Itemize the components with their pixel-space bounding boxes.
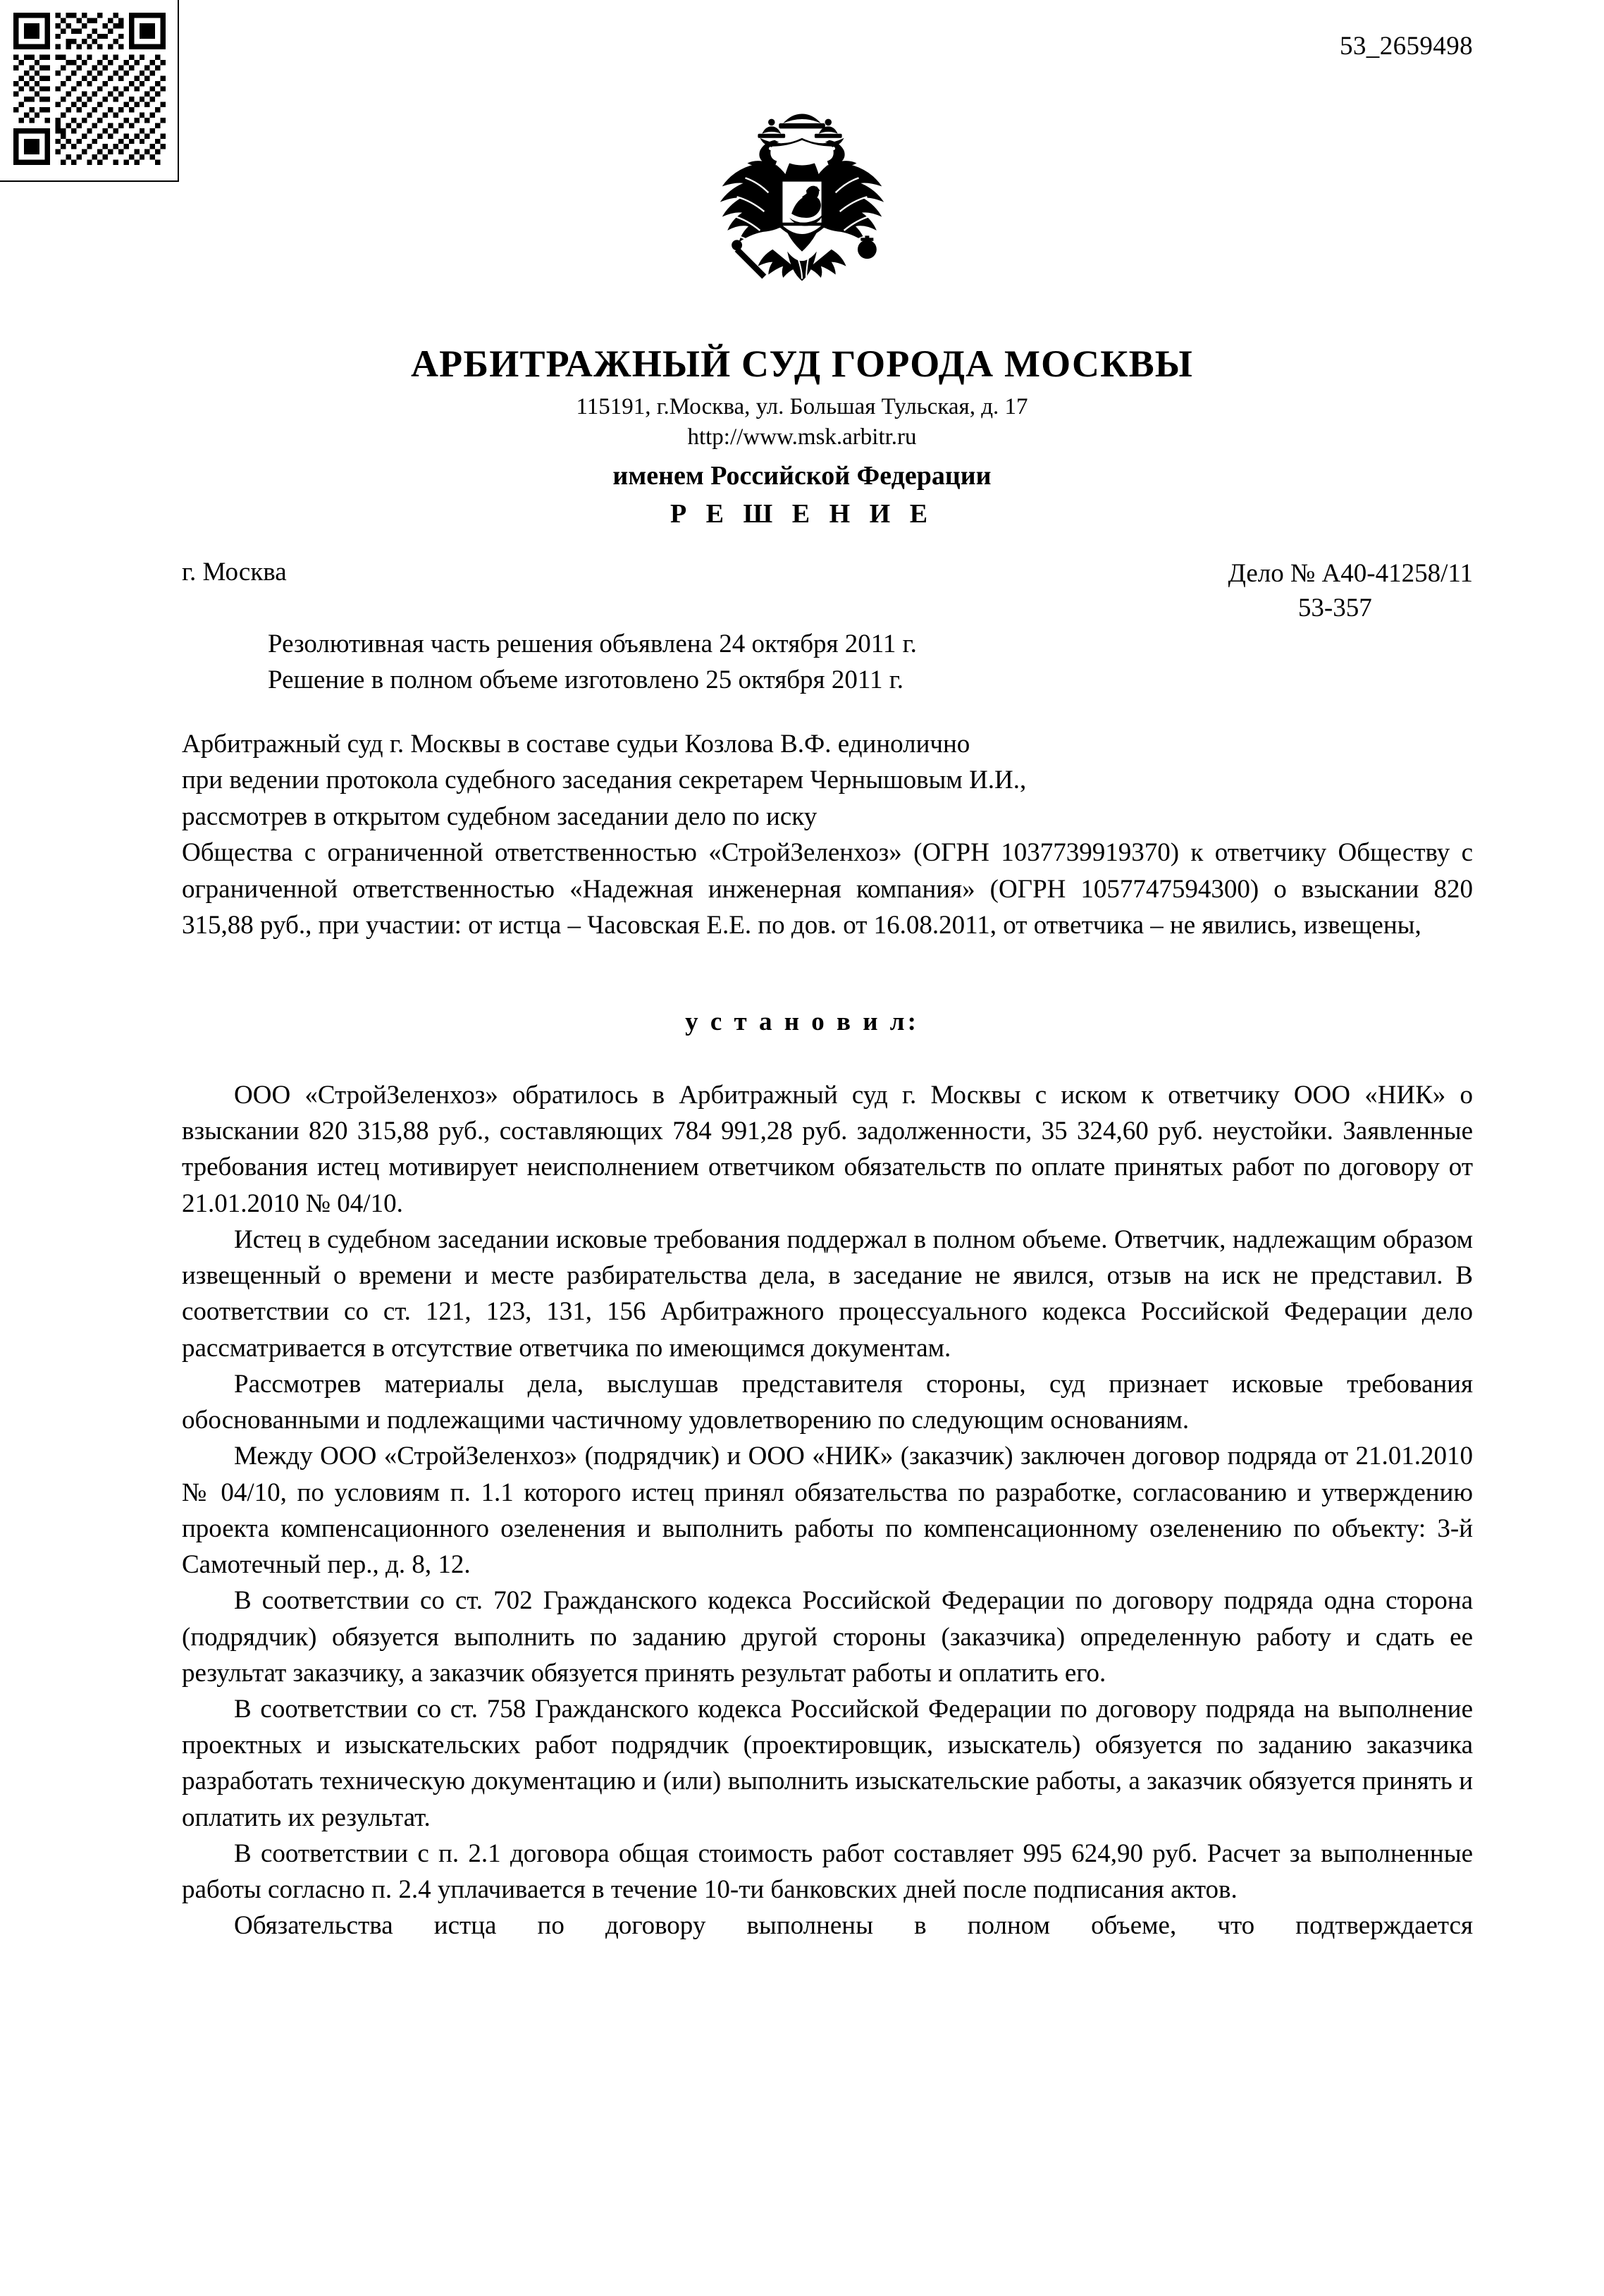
body-paragraph: В соответствии со ст. 702 Гражданского кодекса Российской Федерации по договору подряда одна сторона (подрядчик) обязуется выполнить по заданию другой стороны (заказчика) определенную работу и сдать ее результат заказчику, а заказчик обязуется принять результат работы и оплатить его. bbox=[182, 1586, 1473, 1688]
ustanovil-heading: у с т а н о в и л: bbox=[685, 1007, 919, 1036]
body-paragraph: Между ООО «СтройЗеленхоз» (подрядчик) и ООО «НИК» (заказчик) заключен договор подряда от 21.01.2010 № 04/10, по условиям п. 1.1 которого истец принял обязательства по разработке, согласованию и утверждению проекта компенсационного озеленения и выполнить работы по компенсационному озеленению по объекту: 3-й Самотечный пер., д. 8, 12. bbox=[182, 1442, 1473, 1580]
intro-hearing-line: рассмотрев в открытом судебном заседании дело по иску bbox=[182, 802, 818, 831]
document-number: 53_2659498 bbox=[1340, 32, 1473, 61]
body-paragraph: Истец в судебном заседании исковые требования поддержал в полном объеме. Ответчик, надлежащим образом извещенный о времени и месте разбирательства дела, в заседание не явился, отзыв на иск не представил. В соответствии со ст. 121, 123, 131, 156 Арбитражного процессуального кодекса Российской Федерации дело рассматривается в отсутствие ответчика по имеющимся документам. bbox=[182, 1224, 1473, 1363]
coat-of-arms-container bbox=[0, 113, 1604, 331]
body-paragraph: В соответствии со ст. 758 Гражданского кодекса Российской Федерации по договору подряда на выполнение проектных и изыскательских работ подрядчик (проектировщик, изыскатель) обязуется по заданию заказчика разработать техническую документацию и (или) выполнить изыскательские работы, а заказчик обязуется принять и оплатить их результат. bbox=[182, 1694, 1473, 1832]
case-sub-number: 53-357 bbox=[1297, 593, 1372, 622]
russian-coat-of-arms-icon bbox=[696, 113, 908, 331]
decision-dates bbox=[268, 626, 917, 698]
intro-judge-line: Арбитражный суд г. Москвы в составе судьи Козлова В.Ф. единолично bbox=[182, 730, 970, 759]
intro-parties-line: Общества с ограниченной ответственностью «СтройЗеленхоз» (ОГРН 1037739919370) к ответчику Обществу с ограниченной ответственностью «Надежная инженерная компания» (ОГРН 1057747594300) о взыскании 820 315,88 руб., при участии: от истца – Часовская Е.Е. по дов. от 16.08.2011, от ответчика – не явились, извещены, bbox=[182, 838, 1473, 940]
court-website-url: http://www.msk.arbitr.ru bbox=[687, 424, 917, 450]
decision-heading: Р Е Ш Е Н И Е bbox=[670, 498, 934, 529]
in-name-of-federation: именем Российской Федерации bbox=[612, 461, 992, 491]
decision-made-date: Решение в полном объеме изготовлено 25 октября 2011 г. bbox=[268, 665, 903, 695]
court-name: АРБИТРАЖНЫЙ СУД ГОРОДА МОСКВЫ bbox=[410, 343, 1194, 385]
body-paragraph-truncated: Обязательства истца по договору выполнены в полном объеме, что подтверждается bbox=[234, 1911, 1473, 1941]
resolution-announced-date: Резолютивная часть решения объявлена 24 октября 2011 г. bbox=[268, 630, 917, 658]
body-paragraph: В соответствии с п. 2.1 договора общая стоимость работ составляет 995 624,90 руб. Расчет за выполненные работы согласно п. 2.4 уплачивается в течение 10-ти банковских дней после подписания актов. bbox=[182, 1838, 1473, 1905]
case-header-row bbox=[182, 557, 1473, 626]
court-address: 115191, г.Москва, ул. Большая Тульская, д. 17 bbox=[576, 394, 1028, 420]
body-paragraph: ООО «СтройЗеленхоз» обратилось в Арбитражный суд г. Москвы с иском к ответчику ООО «НИК» о взыскании 820 315,88 руб., составляющих 784 991,28 руб. задолженности, 35 324,60 руб. неустойки. Заявленные требования истец мотивирует неисполнением ответчиком обязательств по оплате принятых работ по договору от 21.01.2010 № 04/10. bbox=[182, 1081, 1473, 1218]
city-label: г. Москва bbox=[182, 558, 287, 587]
case-number: Дело № А40-41258/11 bbox=[1228, 559, 1473, 588]
body-paragraph: Рассмотрев материалы дела, выслушав представителя стороны, суд признает исковые требования обоснованными и подлежащими частичному удовлетворению по следующим основаниям. bbox=[182, 1369, 1473, 1435]
court-title-block bbox=[0, 343, 1604, 531]
decision-body bbox=[182, 1077, 1473, 1944]
case-intro-block bbox=[182, 726, 1473, 944]
case-identifiers bbox=[1228, 557, 1473, 626]
intro-secretary-line: при ведении протокола судебного заседания секретарем Чернышовым И.И., bbox=[182, 766, 1027, 795]
